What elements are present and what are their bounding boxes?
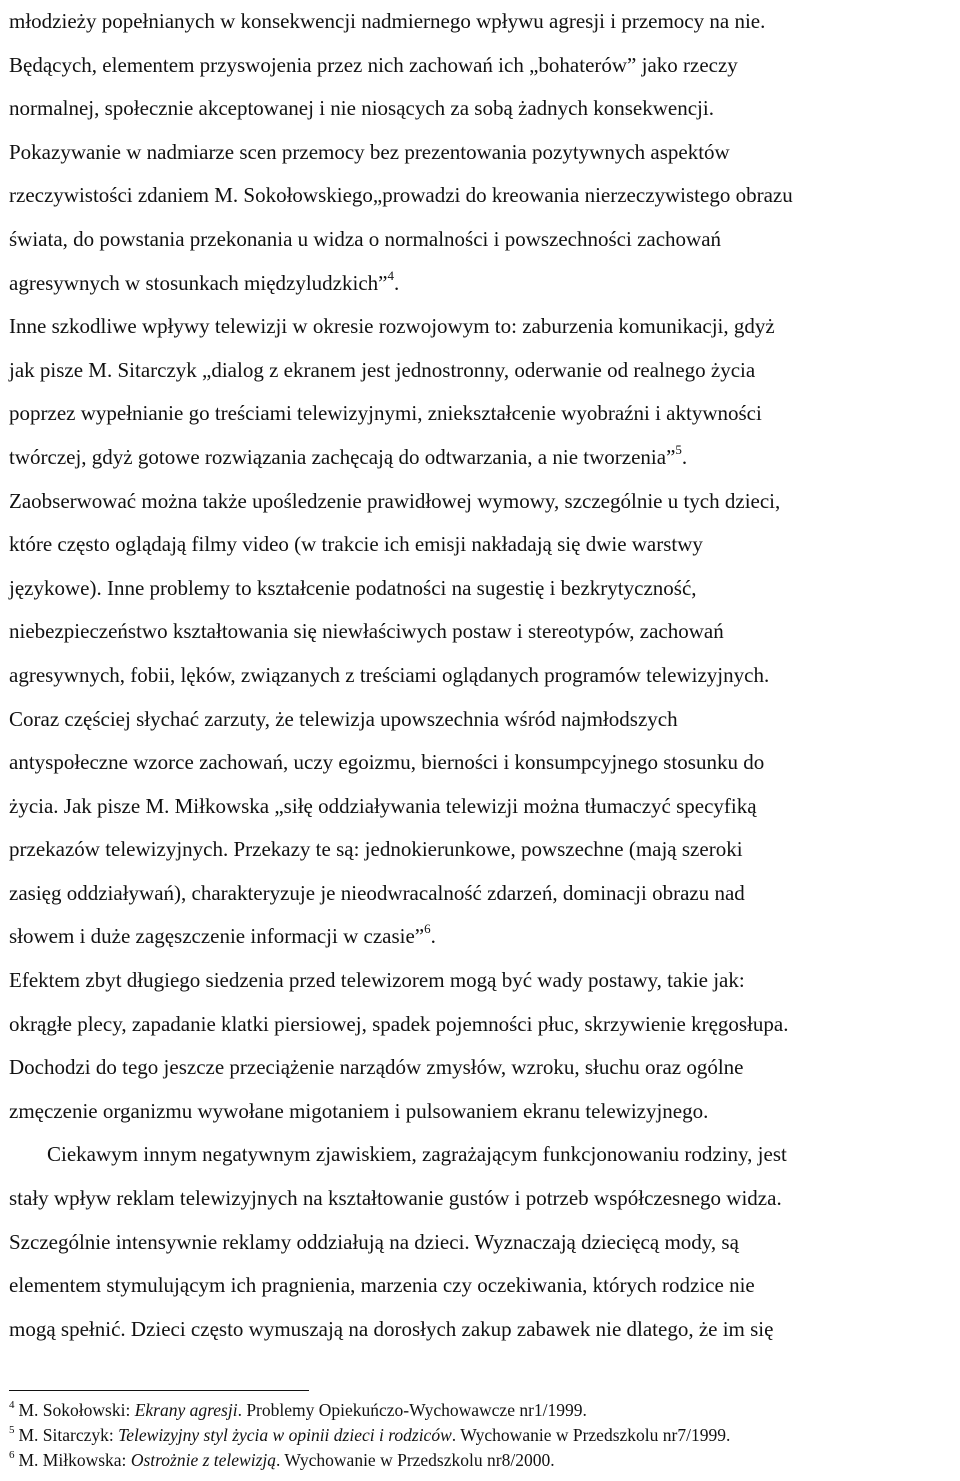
footnote-separator [9, 1390, 309, 1391]
text-line: życia. Jak pisze M. Miłkowska „siłę oddziaływania telewizji można tłumaczyć specyfiką [9, 793, 757, 818]
text-line: normalnej, społecznie akceptowanej i nie niosących za sobą żadnych konsekwencji. [9, 96, 714, 121]
text-line: zmęczenie organizmu wywołane migotaniem i pulsowaniem ekranu telewizyjnego. [9, 1098, 709, 1123]
text-line-content: twórczej, gdyż gotowe rozwiązania zachęcają do odtwarzania, a nie tworzenia” [9, 444, 676, 469]
footnote-number: 6 [9, 1449, 15, 1462]
footnote-ref-5[interactable]: 5 [675, 441, 682, 457]
text-line: rzeczywistości zdaniem M. Sokołowskiego„prowadzi do kreowania nierzeczywistego obrazu [9, 183, 793, 208]
text-line: Zaobserwować można także upośledzenie prawidłowej wymowy, szczególnie u tych dzieci, [9, 488, 781, 513]
footnote-title: Ekrany agresji [134, 1400, 238, 1420]
text-line: Coraz częściej słychać zarzuty, że telewizja upowszechnia wśród najmłodszych [9, 706, 678, 731]
text-line: przekazów telewizyjnych. Przekazy te są: jednokierunkowe, powszechne (mają szeroki [9, 837, 743, 862]
text-line-content: słowem i duże zagęszczenie informacji w czasie” [9, 924, 425, 949]
text-line: Pokazywanie w nadmiarze scen przemocy bez prezentowania pozytywnych aspektów [9, 139, 730, 164]
text-line: mogą spełnić. Dzieci często wymuszają na dorosłych zakup zabawek nie dlatego, że im się [9, 1316, 774, 1341]
footnote-author: M. Sitarczyk: [18, 1425, 119, 1445]
text-line: niebezpieczeństwo kształtowania się niewłaściwych postaw i stereotypów, zachowań [9, 619, 724, 644]
footnote-4 [9, 1398, 949, 1423]
text-line: Efektem zbyt długiego siedzenia przed telewizorem mogą być wady postawy, takie jak: [9, 968, 745, 993]
text-line: zasięg oddziaływań), charakteryzuje je nieodwracalność zdarzeń, dominacji obrazu nad [9, 880, 745, 905]
footnote-5 [9, 1423, 949, 1448]
text-line: językowe). Inne problemy to kształcenie podatności na sugestię i bezkrytyczność, [9, 575, 697, 600]
text-line: świata, do powstania przekonania u widza o normalności i powszechności zachowań [9, 226, 722, 251]
text-line: antyspołeczne wzorce zachowań, uczy egoizmu, bierności i konsumpcyjnego stosunku do [9, 750, 765, 775]
text-line [9, 915, 957, 959]
period: . [681, 444, 688, 469]
body-text [9, 0, 957, 1351]
text-line: Inne szkodliwe wpływy telewizji w okresie rozwojowym to: zaburzenia komunikacji, gdyż [9, 314, 775, 339]
period: . [393, 270, 400, 295]
text-line [9, 262, 957, 306]
text-line: okrągłe plecy, zapadanie klatki piersiowej, spadek pojemności płuc, skrzywienie kręgosłupa. [9, 1011, 789, 1036]
text-line: agresywnych, fobii, lęków, związanych z treściami oglądanych programów telewizyjnych. [9, 662, 770, 687]
footnote-ref-6[interactable]: 6 [424, 921, 431, 937]
text-line: młodzieży popełnianych w konsekwencji nadmiernego wpływu agresji i przemocy na nie. [9, 9, 766, 33]
paragraph-first-line: Ciekawym innym negatywnym zjawiskiem, zagrażającym funkcjonowaniu rodziny, jest [47, 1142, 787, 1167]
footnote-source: . Problemy Opiekuńczo-Wychowawcze nr1/1999. [237, 1400, 587, 1420]
footnotes-section [9, 1390, 949, 1473]
footnote-ref-4[interactable]: 4 [387, 267, 394, 283]
text-line: Dochodzi do tego jeszcze przeciążenie narządów zmysłów, wzroku, słuchu oraz ogólne [9, 1055, 744, 1080]
period: . [430, 924, 436, 949]
footnote-6 [9, 1448, 949, 1473]
text-line: elementem stymulującym ich pragnienia, marzenia czy oczekiwania, których rodzice nie [9, 1273, 755, 1298]
footnote-number: 4 [9, 1399, 15, 1412]
text-line: które często oglądają filmy video (w trakcie ich emisji nakładają się dwie warstwy [9, 532, 703, 557]
footnote-title: Ostrożnie z telewizją [130, 1450, 276, 1470]
footnote-author: M. Sokołowski: [18, 1400, 135, 1420]
text-line: jak pisze M. Sitarczyk „dialog z ekranem jest jednostronny, oderwanie od realnego życia [9, 357, 756, 382]
text-line-content: agresywnych w stosunkach międzyludzkich” [9, 270, 388, 295]
footnote-source: . Wychowanie w Przedszkolu nr8/2000. [276, 1450, 555, 1470]
text-line: stały wpływ reklam telewizyjnych na kształtowanie gustów i potrzeb współczesnego widza. [9, 1186, 782, 1211]
footnote-source: . Wychowanie w Przedszkolu nr7/1999. [451, 1425, 731, 1445]
text-line [9, 436, 957, 480]
footnote-author: M. Miłkowska: [18, 1450, 131, 1470]
footnote-number: 5 [9, 1424, 15, 1437]
text-line: Szczególnie intensywnie reklamy oddziałują na dzieci. Wyznaczają dziecięcą mody, są [9, 1229, 739, 1254]
text-line: poprzez wypełnianie go treściami telewizyjnymi, zniekształcenie wyobraźni i aktywności [9, 401, 762, 426]
footnote-title: Telewizyjny styl życia w opinii dzieci i rodziców [118, 1425, 452, 1445]
document-page [9, 0, 957, 1351]
text-line: Będących, elementem przyswojenia przez nich zachowań ich „bohaterów” jako rzeczy [9, 52, 738, 77]
